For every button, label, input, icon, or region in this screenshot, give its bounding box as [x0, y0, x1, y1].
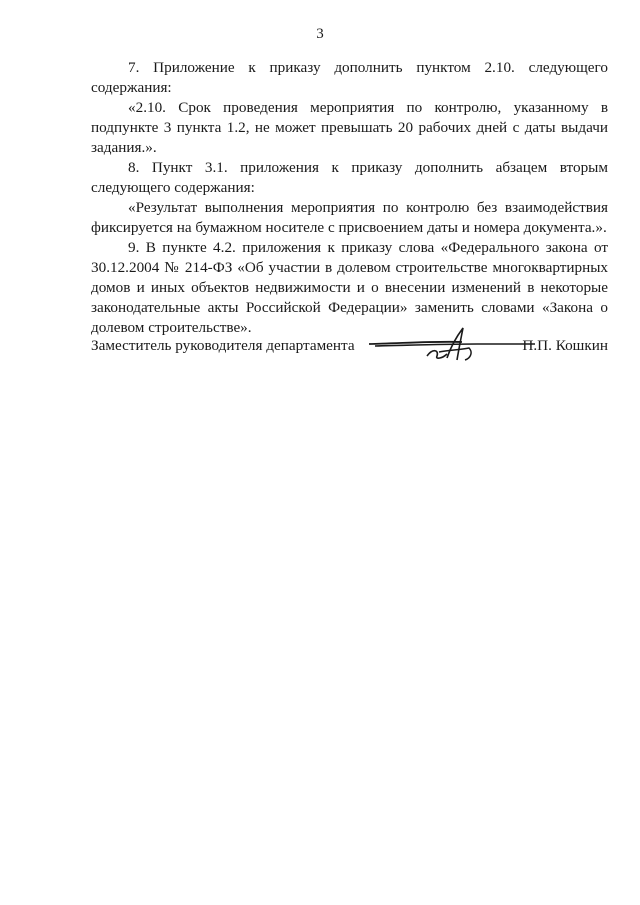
paragraph-quote-result: «Результат выполнения мероприятия по контролю без взаимодействия фиксируется на бумажном носителе с присвоением даты и номера документа.». [91, 199, 608, 236]
paragraph-item-8: 8. Пункт 3.1. приложения к приказу дополнить абзацем вторым следующего содержания: [91, 159, 608, 196]
signatory-position: Заместитель руководителя департамента [91, 337, 355, 354]
paragraph-item-9: 9. В пункте 4.2. приложения к приказу слова «Федерального закона от 30.12.2004 № 214-ФЗ «Об участии в долевом строительстве многоквартирных домов и иных объектов недвижимости и о внесении изменений в некоторые законодательные акты Российской Федерации» заменить словами «Закона о долевом строительстве». [91, 239, 608, 336]
paragraph-clause-2-10: «2.10. Срок проведения мероприятия по контролю, указанному в подпункте 3 пункта 1.2, не может превышать 20 рабочих дней с даты выдачи задания.». [91, 99, 608, 156]
paragraph-item-7: 7. Приложение к приказу дополнить пунктом 2.10. следующего содержания: [91, 59, 608, 96]
page-number: 3 [316, 26, 324, 42]
signature-block [91, 336, 608, 360]
document-body [91, 58, 608, 338]
signatory-name: П.П. Кошкин [522, 337, 608, 354]
handwritten-signature-icon [367, 324, 537, 364]
